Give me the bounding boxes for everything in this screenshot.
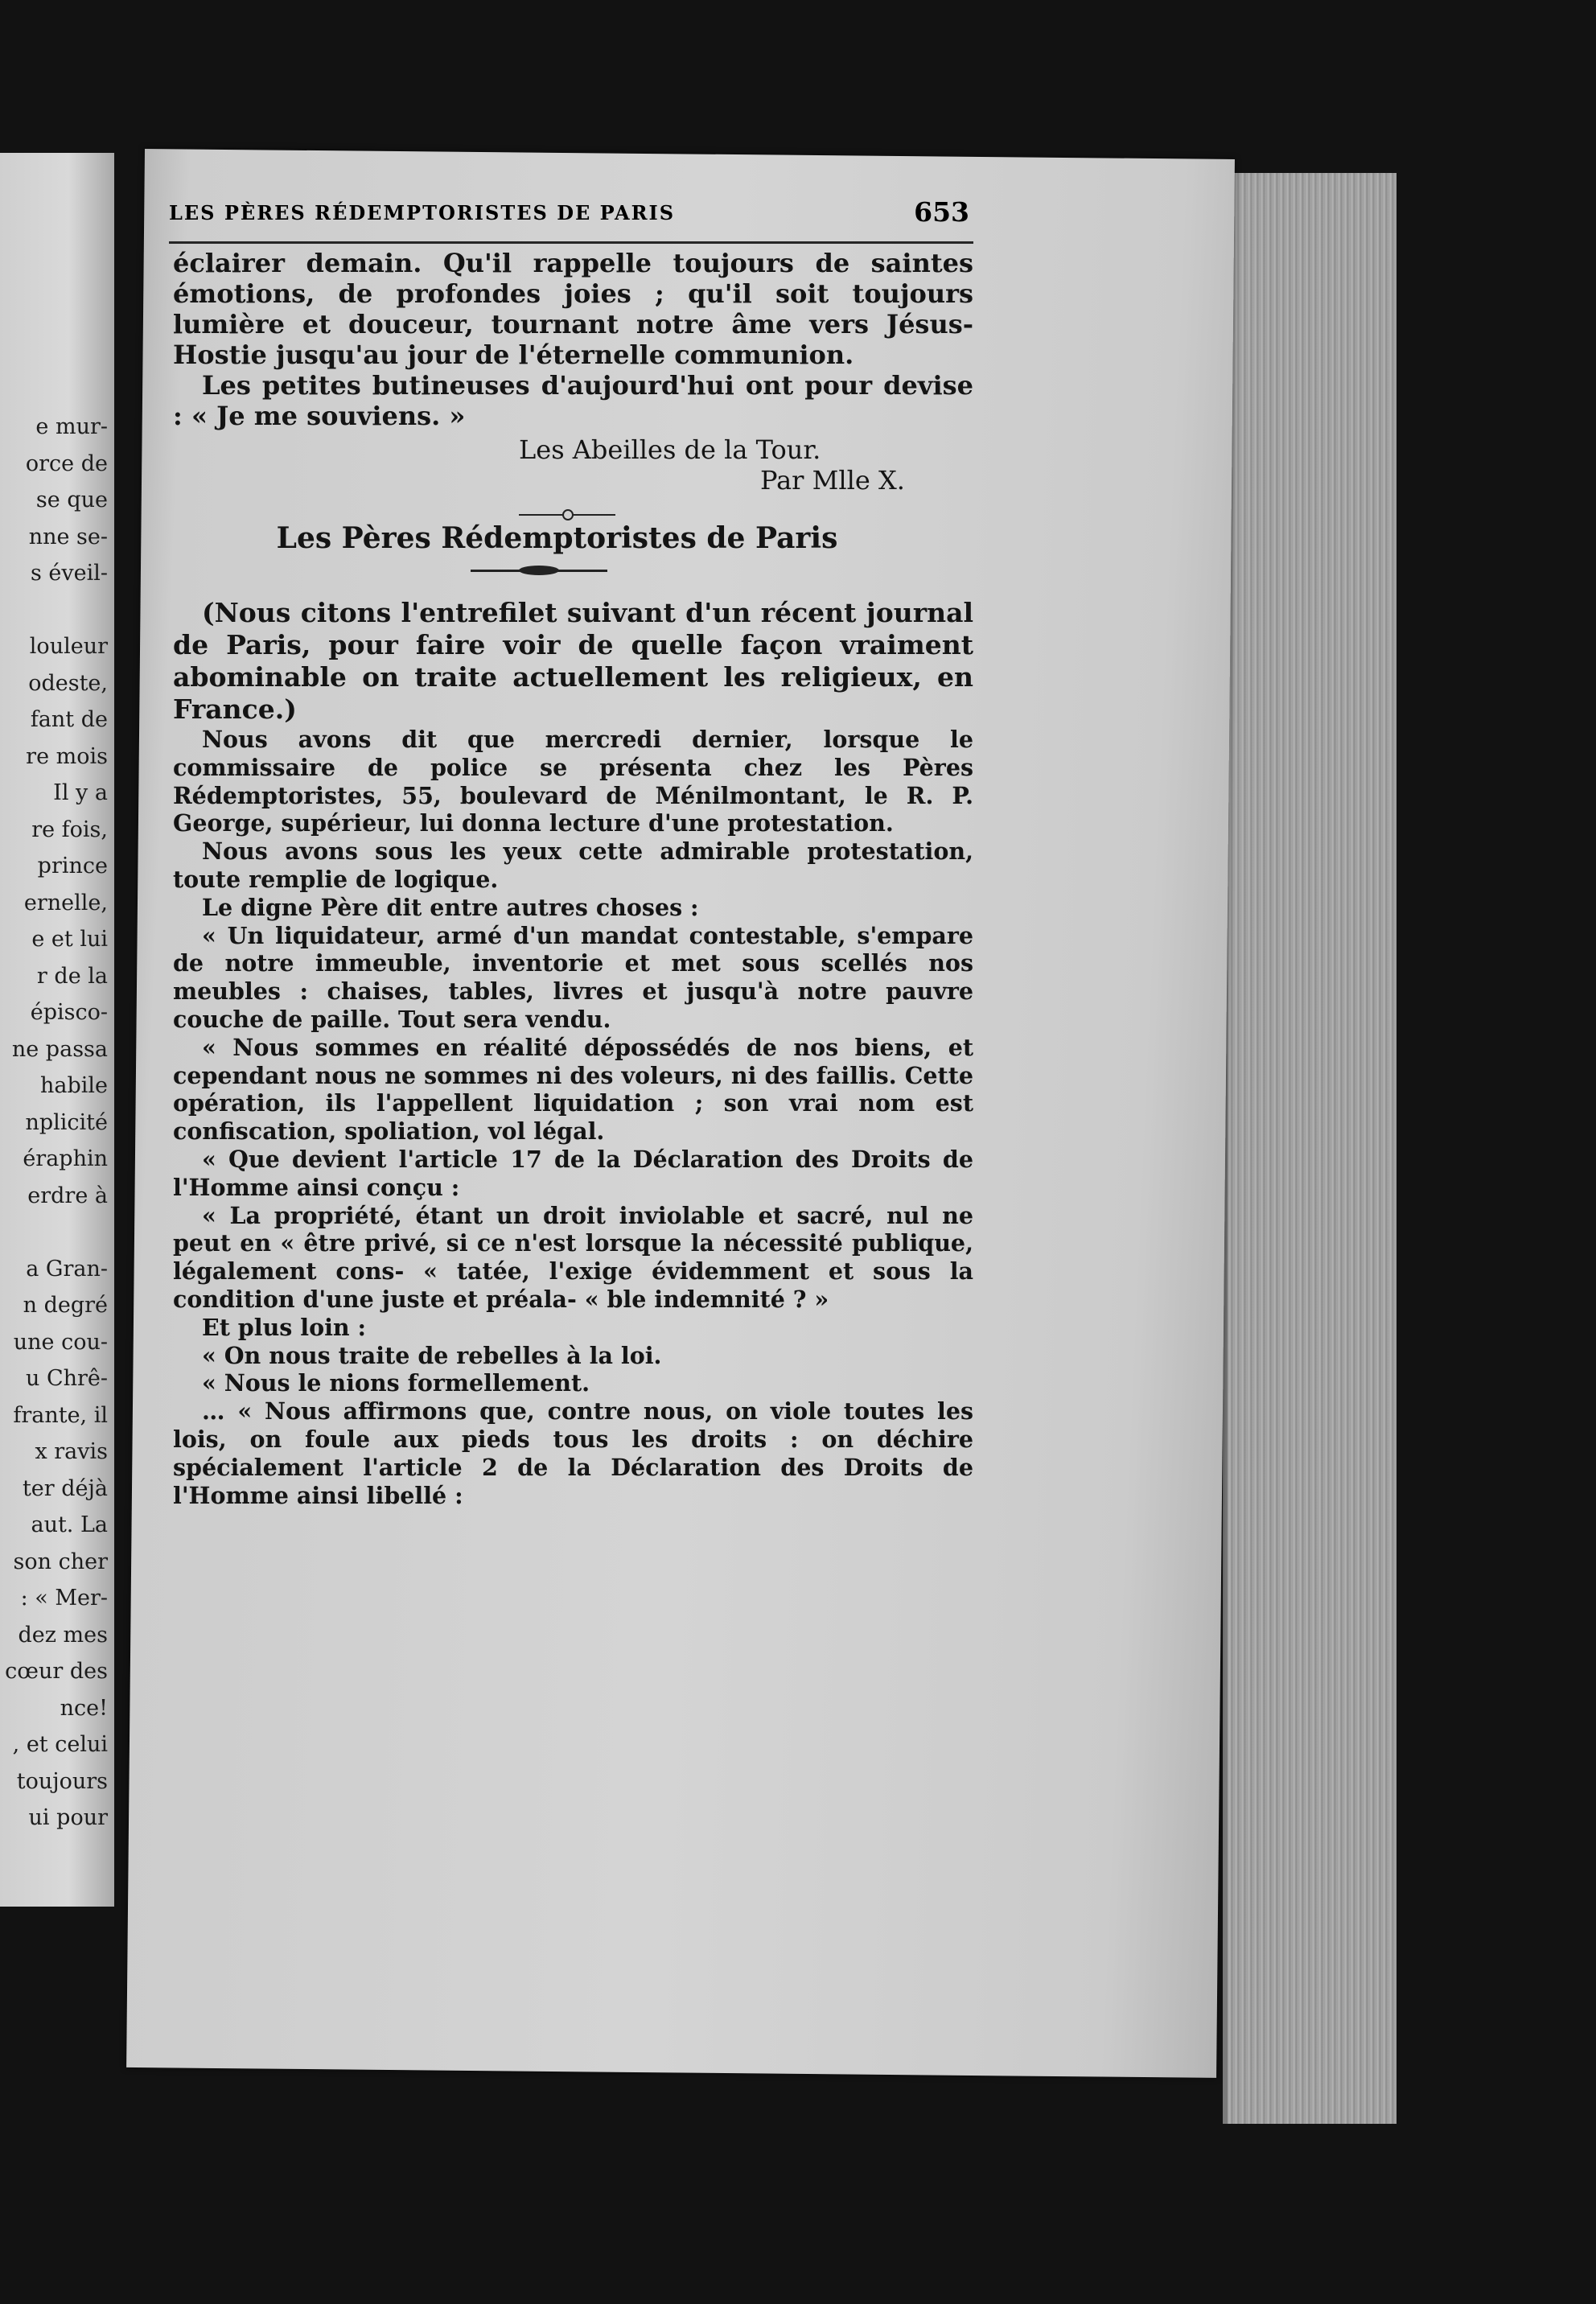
facing-page-line: , et celui bbox=[12, 1732, 108, 1757]
facing-page-line: prince bbox=[37, 854, 108, 878]
facing-page-line: r de la bbox=[36, 963, 108, 989]
article-paragraph: « Que devient l'article 17 de la Déclaration des Droits de l'Homme ainsi conçu : bbox=[173, 1145, 973, 1201]
facing-page-left bbox=[0, 153, 114, 1907]
facing-page-line: n degré bbox=[23, 1293, 108, 1318]
facing-page-line: erdre à bbox=[27, 1183, 108, 1208]
facing-page-line: e et lui bbox=[31, 927, 108, 952]
page-body bbox=[173, 248, 973, 1509]
facing-page-text bbox=[5, 409, 108, 1837]
facing-page-line: s éveil- bbox=[30, 561, 108, 586]
facing-page-line: ui pour bbox=[28, 1805, 108, 1830]
article-body bbox=[173, 726, 973, 1509]
large-ornament-divider bbox=[471, 565, 607, 576]
facing-page-line: ernelle, bbox=[23, 890, 108, 915]
header-rule bbox=[169, 241, 973, 244]
facing-page-line: se que bbox=[35, 488, 108, 512]
facing-page-line: cœur des bbox=[5, 1659, 108, 1684]
facing-page-line: ter déjà bbox=[22, 1475, 108, 1501]
facing-page-line: : « Mer- bbox=[20, 1586, 108, 1611]
article-paragraph: … « Nous affirmons que, contre nous, on viole toutes les lois, on foule aux pieds tous les droits : on déchire spécialement l'article 2 de la Déclaration des Droits de l'Homme ainsi libellé : bbox=[173, 1397, 973, 1509]
book-page-edges bbox=[1223, 173, 1396, 2124]
facing-page-line: nne se- bbox=[28, 524, 108, 549]
facing-page-line: habile bbox=[39, 1073, 108, 1098]
article-paragraph: « On nous traite de rebelles à la loi. bbox=[202, 1341, 662, 1369]
facing-page-line: a Gran- bbox=[26, 1256, 108, 1282]
article-paragraph: Nous avons dit que mercredi dernier, lorsque le commissaire de police se présenta chez les Pères Rédemptoristes, 55, boulevard de Ménilmontant, le R. P. George, supérieur, lui donna lecture d'une protestation. bbox=[173, 726, 973, 837]
facing-page-line: dez mes bbox=[18, 1622, 108, 1648]
top-paragraph: éclairer demain. Qu'il rappelle toujours de saintes émotions, de profondes joies ; qu'il soit toujours lumière et douceur, tournant notre âme vers Jésus-Hostie jusqu'au jour de l'éternelle communion. bbox=[173, 248, 973, 370]
facing-page-line: aut. La bbox=[31, 1512, 108, 1537]
small-ornament-divider bbox=[519, 507, 615, 523]
signature-line-1: Les Abeilles de la Tour. bbox=[519, 434, 821, 465]
page-number: 653 bbox=[914, 196, 969, 228]
article-paragraph: Nous avons sous les yeux cette admirable protestation, toute remplie de logique. bbox=[173, 837, 973, 893]
signature-line-2: Par Mlle X. bbox=[760, 465, 905, 496]
facing-page-line bbox=[5, 592, 108, 629]
facing-page-line: toujours bbox=[16, 1768, 108, 1794]
facing-page-line: frante, il bbox=[13, 1402, 108, 1428]
facing-page-line: odeste, bbox=[28, 670, 108, 696]
facing-page-line: fant de bbox=[30, 707, 108, 732]
article-paragraph: « Nous le nions formellement. bbox=[202, 1369, 590, 1397]
facing-page-line: orce de bbox=[25, 451, 108, 476]
article-paragraph: Et plus loin : bbox=[202, 1313, 367, 1341]
facing-page-line: e mur- bbox=[35, 414, 108, 439]
facing-page-line: son cher bbox=[13, 1549, 108, 1574]
facing-page-line: Il y a bbox=[53, 780, 108, 805]
article-paragraph: « La propriété, étant un droit inviolable et sacré, nul ne peut en « être privé, si ce n'est lorsque la nécessité publique, légalement cons- « tatée, l'exige évidemment et sous la condition d'une juste et préala- « ble indemnité ? » bbox=[173, 1201, 973, 1313]
facing-page-line: nce! bbox=[60, 1695, 108, 1721]
facing-page-line: nplicité bbox=[25, 1109, 108, 1135]
facing-page-line: épisco- bbox=[30, 1000, 108, 1025]
facing-page-line: u Chrê- bbox=[25, 1366, 108, 1391]
facing-page-line: re mois bbox=[26, 743, 108, 769]
facing-page-line: éraphin bbox=[23, 1146, 108, 1171]
running-head: LES PÈRES RÉDEMPTORISTES DE PARIS bbox=[169, 201, 676, 224]
article-paragraph: « Nous sommes en réalité dépossédés de nos biens, et cependant nous ne sommes ni des voleurs, ni des faillis. Cette opération, ils l'appellent liquidation ; son vrai nom est confiscation, spoliation, vol légal. bbox=[173, 1033, 973, 1146]
facing-page-line: re fois, bbox=[31, 817, 108, 842]
facing-page-line: une cou- bbox=[13, 1329, 108, 1355]
facing-page-line: ne passa bbox=[11, 1036, 108, 1062]
page-header bbox=[169, 196, 969, 233]
article-paragraph: Le digne Père dit entre autres choses : bbox=[202, 893, 699, 921]
facing-page-line: x ravis bbox=[35, 1439, 108, 1464]
article-paragraph: « Un liquidateur, armé d'un mandat contestable, s'empare de notre immeuble, inventorie et met sous scellés nos meubles : chaises, tables, livres et jusqu'à notre pauvre couche de paille. Tout sera vendu. bbox=[173, 921, 973, 1033]
facing-page-line: louleur bbox=[29, 634, 108, 659]
devise-paragraph: Les petites butineuses d'aujourd'hui ont pour devise : « Je me souviens. » bbox=[173, 370, 973, 431]
facing-page-line bbox=[5, 1214, 108, 1251]
intro-paragraph: (Nous citons l'entrefilet suivant d'un récent journal de Paris, pour faire voir de quelle façon vraiment abominable on traite actuellement les religieux, en France.) bbox=[173, 597, 973, 725]
section-title: Les Pères Rédemptoristes de Paris bbox=[276, 521, 838, 555]
